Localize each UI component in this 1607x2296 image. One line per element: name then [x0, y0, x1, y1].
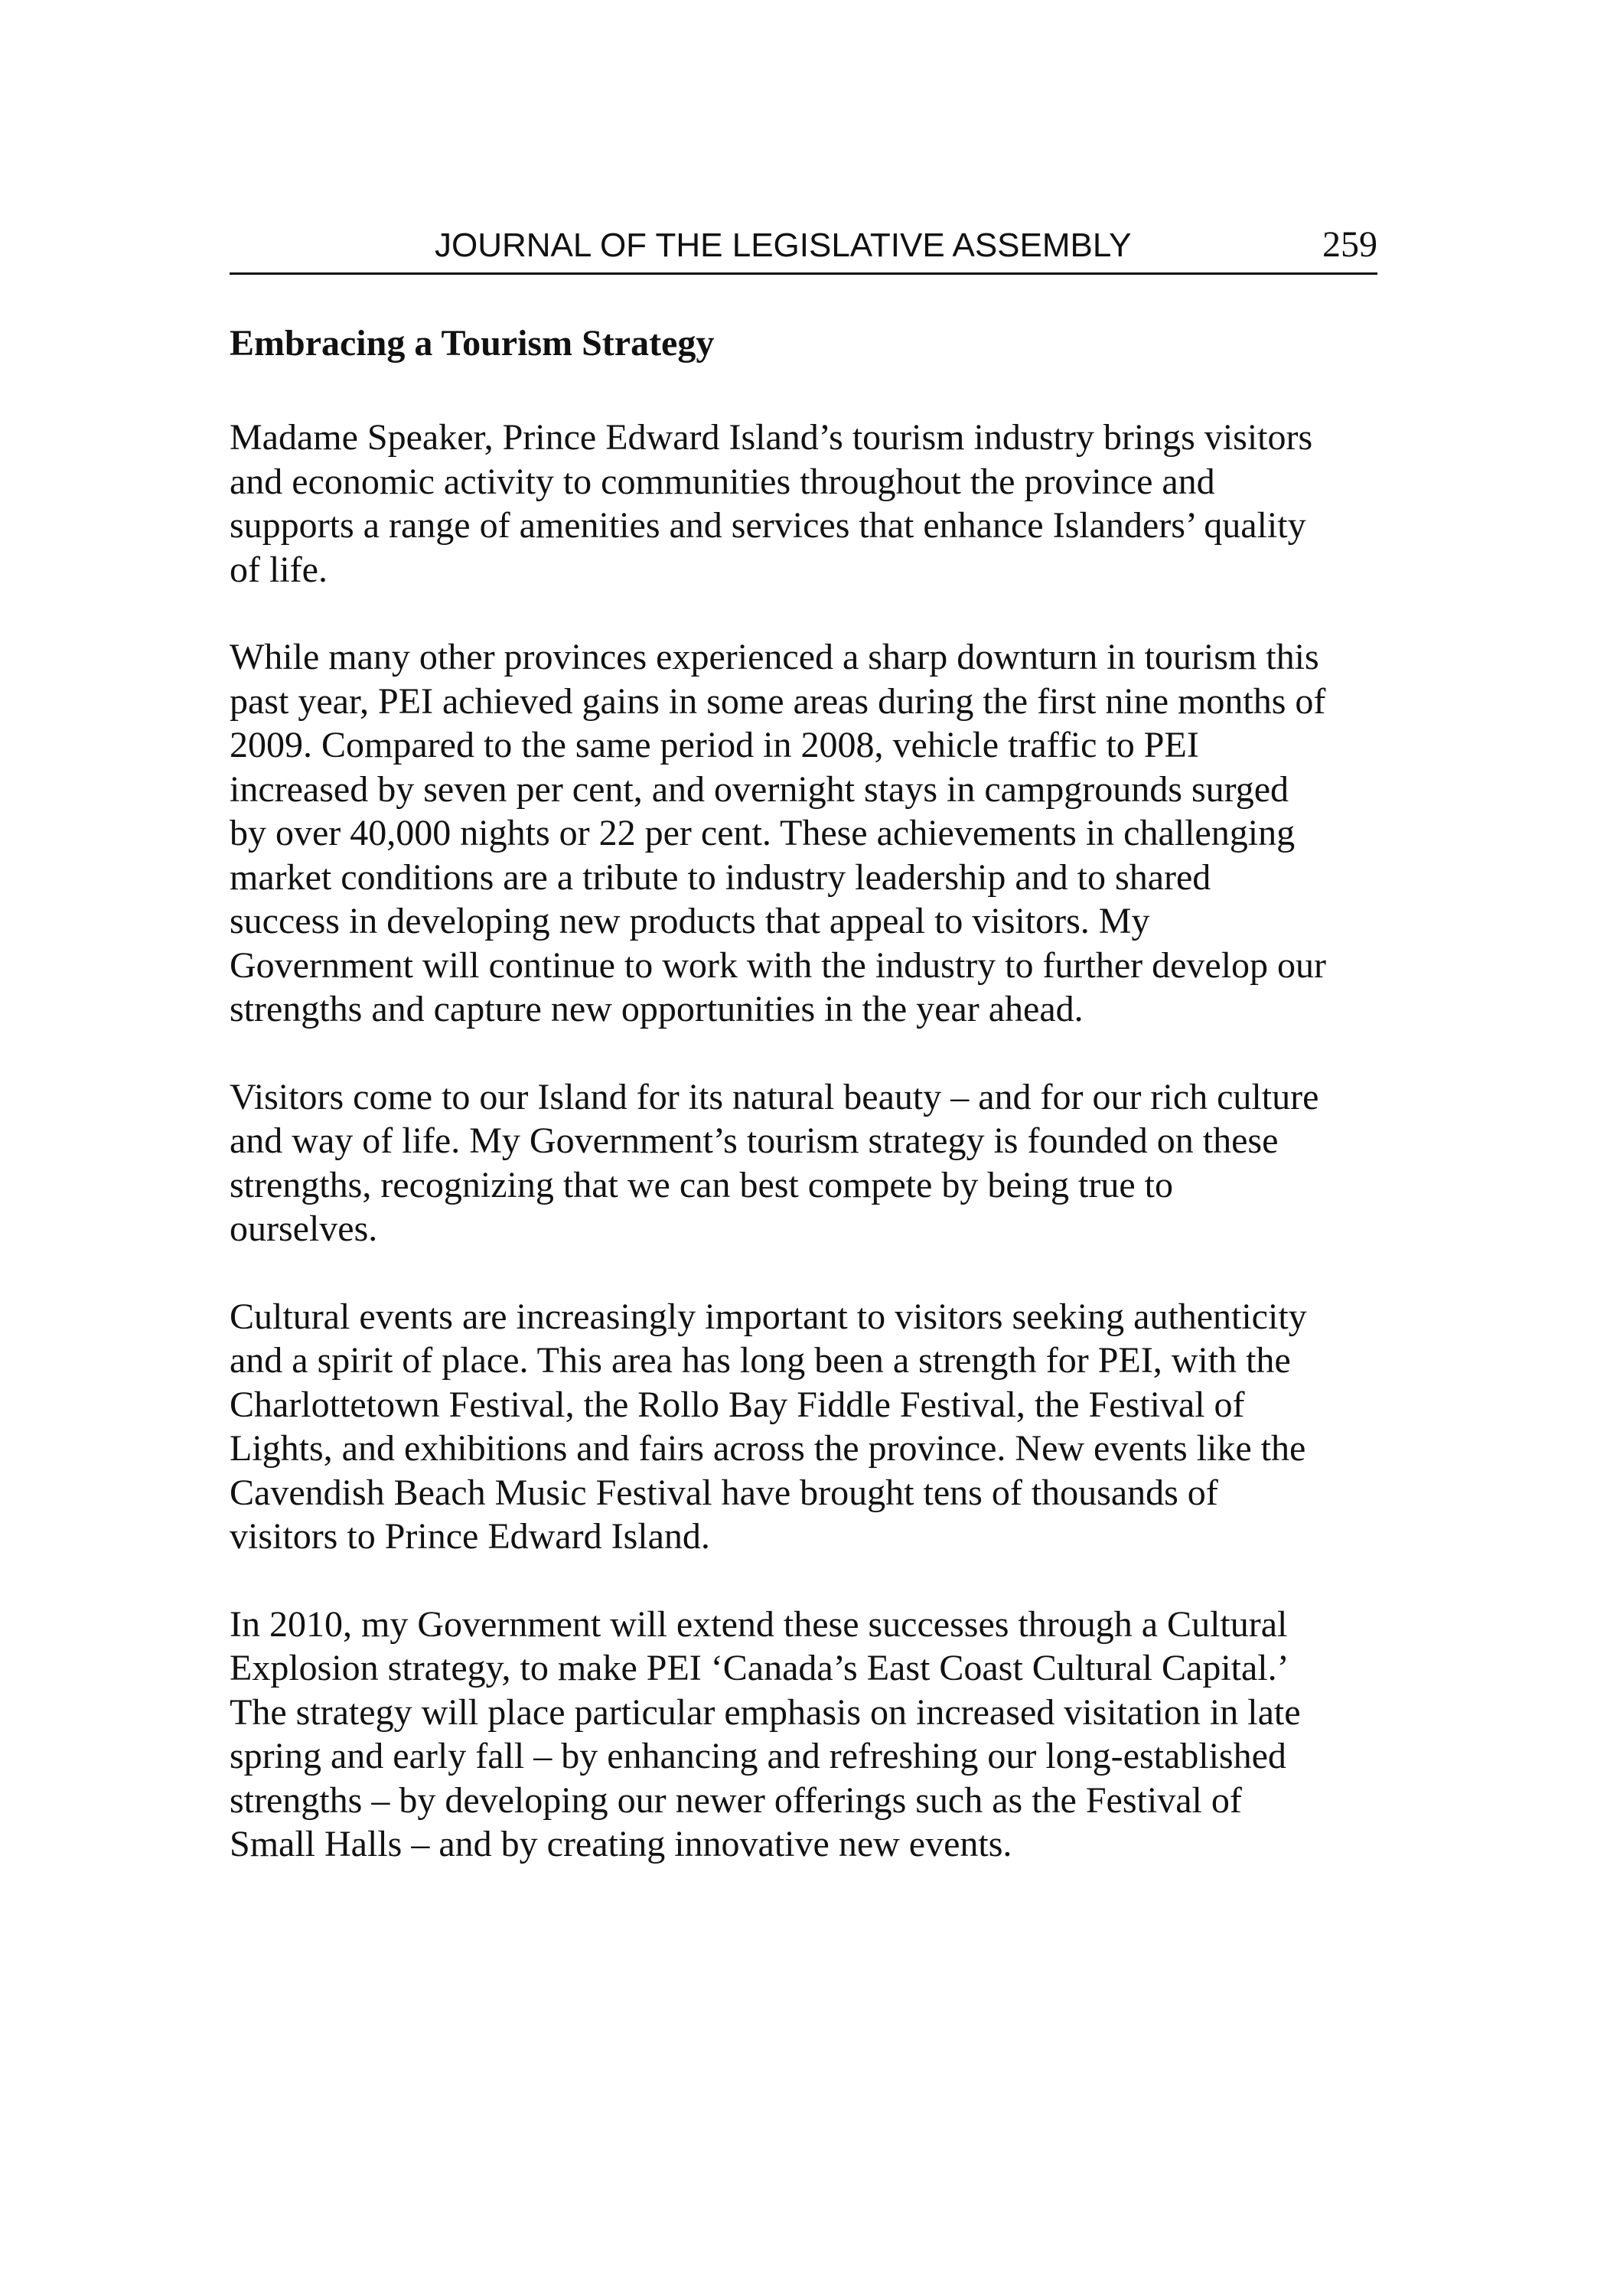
text-line: 2009. Compared to the same period in 2008, vehicle traffic to PEI	[230, 725, 1199, 765]
paragraph	[230, 416, 1393, 592]
text-line: Madame Speaker, Prince Edward Island’s tourism industry brings visitors	[230, 417, 1313, 458]
running-header	[230, 223, 1377, 277]
text-line: Explosion strategy, to make PEI ‘Canada’s East Coast Cultural Capital.’	[230, 1648, 1289, 1688]
paragraph	[230, 635, 1393, 1032]
text-line: success in developing new products that appeal to visitors. My	[230, 901, 1150, 941]
section-heading: Embracing a Tourism Strategy	[230, 323, 715, 364]
text-line: Visitors come to our Island for its natural beauty – and for our rich culture	[230, 1076, 1319, 1117]
text-line: and a spirit of place. This area has long been a strength for PEI, with the	[230, 1340, 1291, 1381]
text-line: visitors to Prince Edward Island.	[230, 1516, 710, 1557]
text-line: Lights, and exhibitions and fairs across the province. New events like the	[230, 1428, 1306, 1469]
paragraph	[230, 1295, 1393, 1559]
text-line: by over 40,000 nights or 22 per cent. These achievements in challenging	[230, 813, 1296, 853]
text-line: In 2010, my Government will extend these successes through a Cultural	[230, 1603, 1288, 1645]
text-line: past year, PEI achieved gains in some areas during the first nine months of	[230, 680, 1326, 722]
text-line: Cavendish Beach Music Festival have brought tens of thousands of	[230, 1472, 1218, 1513]
text-line: Small Halls – and by creating innovative new events.	[230, 1824, 1012, 1864]
text-line: strengths, recognizing that we can best compete by being true to	[230, 1164, 1173, 1205]
page-number: 259	[1322, 224, 1377, 265]
text-line: spring and early fall – by enhancing and refreshing our long-established	[230, 1736, 1286, 1776]
text-line: market conditions are a tribute to industry leadership and to shared	[230, 856, 1211, 898]
paragraph	[230, 1075, 1393, 1251]
text-line: While many other provinces experienced a sharp downturn in tourism this	[230, 637, 1319, 677]
text-line: of life.	[230, 549, 328, 590]
text-line: Charlottetown Festival, the Rollo Bay Fiddle Festival, the Festival of	[230, 1384, 1245, 1425]
text-line: strengths – by developing our newer offerings such as the Festival of	[230, 1779, 1242, 1821]
text-line: strengths and capture new opportunities in the year ahead.	[230, 989, 1084, 1029]
paragraph	[230, 1603, 1393, 1867]
text-line: increased by seven per cent, and overnight stays in campgrounds surged	[230, 768, 1289, 810]
journal-title: JOURNAL OF THE LEGISLATIVE ASSEMBLY	[435, 227, 1132, 264]
document-body	[230, 315, 1393, 1910]
text-line: The strategy will place particular emphasis on increased visitation in late	[230, 1691, 1301, 1733]
text-line: Cultural events are increasingly important to visitors seeking authenticity	[230, 1296, 1307, 1337]
text-line: supports a range of amenities and services that enhance Islanders’ quality	[230, 505, 1306, 546]
text-line: Government will continue to work with the industry to further develop our	[230, 944, 1327, 986]
text-line: ourselves.	[230, 1208, 378, 1249]
text-line: and economic activity to communities throughout the province and	[230, 461, 1215, 502]
text-line: and way of life. My Government’s tourism strategy is founded on these	[230, 1120, 1279, 1161]
header-rule	[230, 272, 1377, 275]
